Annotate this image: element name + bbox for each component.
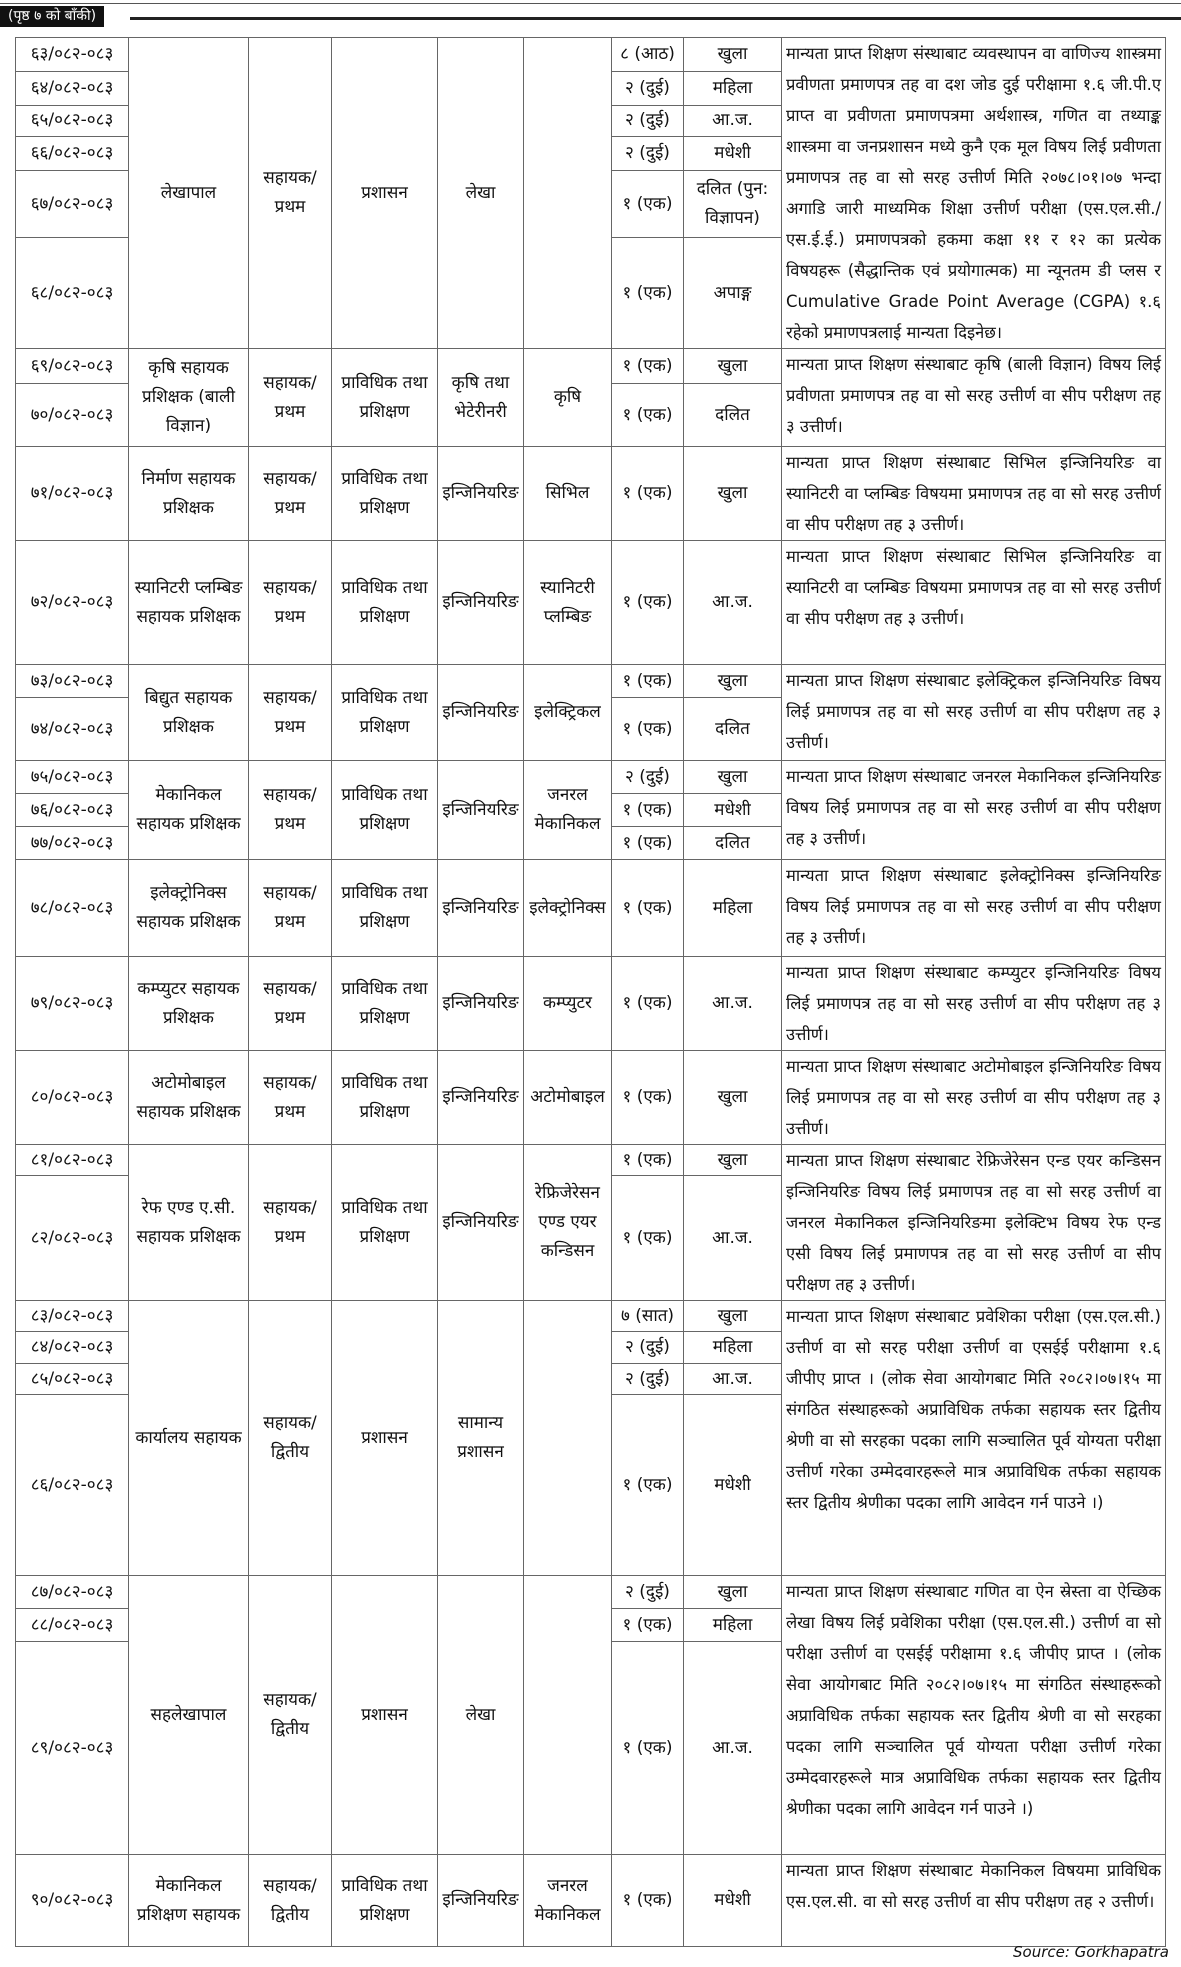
- service-name: प्राविधिक तथा प्रशिक्षण: [332, 957, 438, 1051]
- post-class: सहायक/ प्रथम: [249, 957, 332, 1051]
- advert-number: ७९/०८२-०८३: [16, 957, 129, 1051]
- inclusion-category: दलित: [684, 384, 782, 447]
- advert-number: ६८/०८२-०८३: [16, 238, 129, 349]
- group-name: इन्जिनियरिङ: [438, 1855, 524, 1947]
- vacancy-count: १ (एक): [612, 1609, 684, 1642]
- inclusion-category: मधेशी: [684, 1855, 782, 1947]
- inclusion-category: खुला: [684, 447, 782, 541]
- qualification: मान्यता प्राप्त शिक्षण संस्थाबाट मेकानिकल विषयमा प्राविधिक एस.एल.सी. वा सो सरह उत्तीर्ण वा सीप परीक्षण तह २ उत्तीर्ण।: [782, 1855, 1166, 1947]
- advert-number: ७७/०८२-०८३: [16, 827, 129, 860]
- inclusion-category: महिला: [684, 1332, 782, 1364]
- service-name: प्राविधिक तथा प्रशिक्षण: [332, 541, 438, 665]
- vacancy-count: १ (एक): [612, 447, 684, 541]
- advert-number: ७५/०८२-०८३: [16, 761, 129, 794]
- qualification: मान्यता प्राप्त शिक्षण संस्थाबाट गणित वा ऐन स्रेस्ता वा ऐच्छिक लेखा विषय लिई प्रवेशिका परीक्षा (एस.एल.सी.) उत्तीर्ण वा सो परीक्षा उत्तीर्ण वा एसईई परीक्षामा १.६ जीपीए प्राप्त । (लोक सेवा आयोगबाट मिति २०८२।०७।१५ मा संगठित संस्थाहरूको अप्राविधिक तर्फका सहायक स्तर द्वितीय श्रेणी वा सो सरहका पदका लागि सञ्चालित पूर्व योग्यता परीक्षा उत्तीर्ण गरेका उम्मेदवारहरूले मात्र अप्राविधिक तर्फका सहायक स्तर द्वितीय श्रेणीका पदका लागि आवेदन गर्न पाउने ।): [782, 1576, 1166, 1855]
- vacancy-count: १ (एक): [612, 860, 684, 957]
- advert-number: ६४/०८२-०८३: [16, 71, 129, 105]
- inclusion-category: आ.ज.: [684, 1176, 782, 1301]
- inclusion-category: मधेशी: [684, 794, 782, 827]
- inclusion-category: महिला: [684, 1609, 782, 1642]
- table-row: [16, 1145, 1166, 1176]
- post-name: लेखापाल: [129, 38, 249, 349]
- post-class: सहायक/ प्रथम: [249, 860, 332, 957]
- advert-number: ७३/०८२-०८३: [16, 665, 129, 698]
- group-name: इन्जिनियरिङ: [438, 447, 524, 541]
- inclusion-category: खुला: [684, 665, 782, 698]
- subgroup-name: अटोमोबाइल: [524, 1051, 612, 1145]
- advert-number: ८७/०८२-०८३: [16, 1576, 129, 1609]
- inclusion-category: खुला: [684, 349, 782, 384]
- inclusion-category: आ.ज.: [684, 105, 782, 137]
- post-class: सहायक/ प्रथम: [249, 38, 332, 349]
- vacancy-count: १ (एक): [612, 1176, 684, 1301]
- subgroup-name: [524, 1301, 612, 1576]
- advert-number: ८९/०८२-०८३: [16, 1642, 129, 1855]
- advert-number: ८०/०८२-०८३: [16, 1051, 129, 1145]
- table-row: [16, 1576, 1166, 1609]
- vacancy-count: १ (एक): [612, 1855, 684, 1947]
- vacancy-count: १ (एक): [612, 957, 684, 1051]
- subgroup-name: रेफ्रिजेरेसन एण्ड एयर कन्डिसन: [524, 1145, 612, 1301]
- post-name: निर्माण सहायक प्रशिक्षक: [129, 447, 249, 541]
- vacancy-count: १ (एक): [612, 665, 684, 698]
- vacancy-count: १ (एक): [612, 1395, 684, 1576]
- advert-number: ६६/०८२-०८३: [16, 137, 129, 171]
- inclusion-category: दलित: [684, 698, 782, 761]
- table-row: [16, 38, 1166, 72]
- qualification: मान्यता प्राप्त शिक्षण संस्थाबाट कम्प्युटर इन्जिनियरिङ विषय लिई प्रमाणपत्र तह वा सो सरह उत्तीर्ण वा सीप परीक्षण तह ३ उत्तीर्ण।: [782, 957, 1166, 1051]
- table-row: [16, 860, 1166, 957]
- qualification: मान्यता प्राप्त शिक्षण संस्थाबाट इलेक्ट्रिकल इन्जिनियरिङ विषय लिई प्रमाणपत्र तह वा सो सरह उत्तीर्ण वा सीप परीक्षण तह ३ उत्तीर्ण।: [782, 665, 1166, 761]
- service-name: प्राविधिक तथा प्रशिक्षण: [332, 665, 438, 761]
- vacancy-count: १ (एक): [612, 384, 684, 447]
- post-class: सहायक/ प्रथम: [249, 761, 332, 860]
- inclusion-category: दलित: [684, 827, 782, 860]
- table-row: [16, 541, 1166, 665]
- group-name: इन्जिनियरिङ: [438, 1145, 524, 1301]
- vacancy-count: १ (एक): [612, 170, 684, 238]
- table-row: [16, 1855, 1166, 1947]
- table-row: [16, 957, 1166, 1051]
- post-name: बिद्युत सहायक प्रशिक्षक: [129, 665, 249, 761]
- group-name: इन्जिनियरिङ: [438, 860, 524, 957]
- advert-number: ७४/०८२-०८३: [16, 698, 129, 761]
- vacancy-count: २ (दुई): [612, 761, 684, 794]
- subgroup-name: कृषि: [524, 349, 612, 447]
- vacancy-count: १ (एक): [612, 827, 684, 860]
- service-name: प्राविधिक तथा प्रशिक्षण: [332, 1145, 438, 1301]
- advert-number: ६७/०८२-०८३: [16, 170, 129, 238]
- vacancy-count: २ (दुई): [612, 1576, 684, 1609]
- qualification: मान्यता प्राप्त शिक्षण संस्थाबाट व्यवस्थापन वा वाणिज्य शास्त्रमा प्रवीणता प्रमाणपत्र तह वा दश जोड दुई परीक्षामा १.६ जी.पी.ए प्राप्त वा प्रवीणता प्रमाणपत्रमा अर्थशास्त्र, गणित वा तथ्याङ्क शास्त्रमा वा जनप्रशासन मध्ये कुनै एक मूल विषय लिई प्रवीणता प्रमाणपत्र तह वा सो सरह उत्तीर्ण मिति २०७८।०१।०७ भन्दा अगाडि जारी माध्यमिक शिक्षा उत्तीर्ण परीक्षा (एस.एल.सी./एस.ई.ई.) प्रमाणपत्रको हकमा कक्षा ११ र १२ का प्रत्येक विषयहरू (सैद्धान्तिक एवं प्रयोगात्मक) मा न्यूनतम डी प्लस र Cumulative Grade Point Average (CGPA) १.६ रहेको प्रमाणपत्रलाई मान्यता दिइनेछ।: [782, 38, 1166, 349]
- post-name: अटोमोबाइल सहायक प्रशिक्षक: [129, 1051, 249, 1145]
- qualification: मान्यता प्राप्त शिक्षण संस्थाबाट प्रवेशिका परीक्षा (एस.एल.सी.) उत्तीर्ण वा सो सरह परीक्षा उत्तीर्ण वा एसईई परीक्षामा १.६ जीपीए प्राप्त । (लोक सेवा आयोगबाट मिति २०८२।०७।१५ मा संगठित संस्थाहरूको अप्राविधिक तर्फका सहायक स्तर द्वितीय श्रेणी वा सो सरहका पदका लागि सञ्चालित पूर्व योग्यता परीक्षा उत्तीर्ण गरेका उम्मेदवारहरूले मात्र अप्राविधिक तर्फका सहायक स्तर द्वितीय श्रेणीका पदका लागि आवेदन गर्न पाउने ।): [782, 1301, 1166, 1576]
- post-name: स्यानिटरी प्लम्बिङ सहायक प्रशिक्षक: [129, 541, 249, 665]
- post-name: कार्यालय सहायक: [129, 1301, 249, 1576]
- group-name: कृषि तथा भेटेरीनरी: [438, 349, 524, 447]
- group-name: लेखा: [438, 38, 524, 349]
- inclusion-category: महिला: [684, 860, 782, 957]
- advert-number: ६३/०८२-०८३: [16, 38, 129, 72]
- advert-number: ८१/०८२-०८३: [16, 1145, 129, 1176]
- subgroup-name: स्यानिटरी प्लम्बिङ: [524, 541, 612, 665]
- advert-number: ८६/०८२-०८३: [16, 1395, 129, 1576]
- service-name: प्राविधिक तथा प्रशिक्षण: [332, 860, 438, 957]
- post-name: इलेक्ट्रोनिक्स सहायक प्रशिक्षक: [129, 860, 249, 957]
- inclusion-category: खुला: [684, 38, 782, 72]
- qualification: मान्यता प्राप्त शिक्षण संस्थाबाट जनरल मेकानिकल इन्जिनियरिङ विषय लिई प्रमाणपत्र तह वा सो सरह उत्तीर्ण वा सीप परीक्षण तह ३ उत्तीर्ण।: [782, 761, 1166, 860]
- post-name: कृषि सहायक प्रशिक्षक (बाली विज्ञान): [129, 349, 249, 447]
- qualification: मान्यता प्राप्त शिक्षण संस्थाबाट इलेक्ट्रोनिक्स इन्जिनियरिङ विषय लिई प्रमाणपत्र तह वा सो सरह उत्तीर्ण वा सीप परीक्षण तह ३ उत्तीर्ण।: [782, 860, 1166, 957]
- inclusion-category: मधेशी: [684, 1395, 782, 1576]
- inclusion-category: खुला: [684, 1145, 782, 1176]
- qualification: मान्यता प्राप्त शिक्षण संस्थाबाट अटोमोबाइल इन्जिनियरिङ विषय लिई प्रमाणपत्र तह वा सो सरह उत्तीर्ण वा सीप परीक्षण तह ३ उत्तीर्ण।: [782, 1051, 1166, 1145]
- vacancy-count: ८ (आठ): [612, 38, 684, 72]
- service-name: प्रशासन: [332, 1576, 438, 1855]
- header-rule: [130, 17, 1181, 20]
- inclusion-category: खुला: [684, 1576, 782, 1609]
- table-row: [16, 1051, 1166, 1145]
- group-name: इन्जिनियरिङ: [438, 957, 524, 1051]
- vacancy-count: १ (एक): [612, 1145, 684, 1176]
- subgroup-name: [524, 38, 612, 349]
- advert-number: ८३/०८२-०८३: [16, 1301, 129, 1332]
- advert-number: ९०/०८२-०८३: [16, 1855, 129, 1947]
- vacancy-count: २ (दुई): [612, 71, 684, 105]
- inclusion-category: मधेशी: [684, 137, 782, 171]
- advert-number: ६५/०८२-०८३: [16, 105, 129, 137]
- qualification: मान्यता प्राप्त शिक्षण संस्थाबाट सिभिल इन्जिनियरिङ वा स्यानिटरी वा प्लम्बिङ विषयमा प्रमाणपत्र तह वा सो सरह उत्तीर्ण वा सीप परीक्षण तह ३ उत्तीर्ण।: [782, 541, 1166, 665]
- post-class: सहायक/ प्रथम: [249, 665, 332, 761]
- vacancy-count: १ (एक): [612, 698, 684, 761]
- inclusion-category: खुला: [684, 761, 782, 794]
- table-row: [16, 761, 1166, 794]
- inclusion-category: दलित (पुन: विज्ञापन): [684, 170, 782, 238]
- service-name: प्राविधिक तथा प्रशिक्षण: [332, 1855, 438, 1947]
- subgroup-name: जनरल मेकानिकल: [524, 1855, 612, 1947]
- advert-number: ८२/०८२-०८३: [16, 1176, 129, 1301]
- post-class: सहायक/ प्रथम: [249, 1145, 332, 1301]
- group-name: इन्जिनियरिङ: [438, 665, 524, 761]
- advert-number: ७८/०८२-०८३: [16, 860, 129, 957]
- inclusion-category: आ.ज.: [684, 1364, 782, 1395]
- service-name: प्रशासन: [332, 1301, 438, 1576]
- advert-number: ७६/०८२-०८३: [16, 794, 129, 827]
- service-name: प्राविधिक तथा प्रशिक्षण: [332, 761, 438, 860]
- post-name: मेकानिकल प्रशिक्षण सहायक: [129, 1855, 249, 1947]
- service-name: प्राविधिक तथा प्रशिक्षण: [332, 1051, 438, 1145]
- qualification: मान्यता प्राप्त शिक्षण संस्थाबाट रेफ्रिजेरेसन एन्ड एयर कन्डिसन इन्जिनियरिङ विषय लिई प्रमाणपत्र तह वा सो सरह उत्तीर्ण वा जनरल मेकानिकल इन्जिनियरिङमा इलेक्टिभ विषय रेफ एन्ड एसी विषय लिई प्रमाणपत्र तह वा सो सरह उत्तीर्ण वा सीप परीक्षण तह ३ उत्तीर्ण।: [782, 1145, 1166, 1301]
- subgroup-name: सिभिल: [524, 447, 612, 541]
- advert-number: ८५/०८२-०८३: [16, 1364, 129, 1395]
- subgroup-name: जनरल मेकानिकल: [524, 761, 612, 860]
- source-credit: Source: Gorkhapatra: [1013, 1943, 1169, 1961]
- inclusion-category: आ.ज.: [684, 541, 782, 665]
- subgroup-name: इलेक्ट्रोनिक्स: [524, 860, 612, 957]
- service-name: प्राविधिक तथा प्रशिक्षण: [332, 447, 438, 541]
- group-name: इन्जिनियरिङ: [438, 1051, 524, 1145]
- vacancy-count: २ (दुई): [612, 1364, 684, 1395]
- vacancy-count: २ (दुई): [612, 1332, 684, 1364]
- advert-number: ७०/०८२-०८३: [16, 384, 129, 447]
- post-class: सहायक/ प्रथम: [249, 541, 332, 665]
- service-name: प्रशासन: [332, 38, 438, 349]
- advert-number: ७१/०८२-०८३: [16, 447, 129, 541]
- group-name: लेखा: [438, 1576, 524, 1855]
- advert-number: ६९/०८२-०८३: [16, 349, 129, 384]
- vacancy-count: १ (एक): [612, 541, 684, 665]
- vacancy-count: २ (दुई): [612, 105, 684, 137]
- continued-label: (पृष्ठ ७ को बाँकी): [0, 6, 104, 27]
- vacancy-count: २ (दुई): [612, 137, 684, 171]
- vacancy-count: १ (एक): [612, 238, 684, 349]
- service-name: प्राविधिक तथा प्रशिक्षण: [332, 349, 438, 447]
- post-class: सहायक/ प्रथम: [249, 1051, 332, 1145]
- inclusion-category: आ.ज.: [684, 957, 782, 1051]
- group-name: इन्जिनियरिङ: [438, 541, 524, 665]
- inclusion-category: खुला: [684, 1051, 782, 1145]
- vacancy-table: [15, 37, 1166, 1947]
- advert-number: ८४/०८२-०८३: [16, 1332, 129, 1364]
- post-name: सहलेखापाल: [129, 1576, 249, 1855]
- post-name: मेकानिकल सहायक प्रशिक्षक: [129, 761, 249, 860]
- table-row: [16, 1301, 1166, 1332]
- vacancy-count: १ (एक): [612, 349, 684, 384]
- table-row: [16, 665, 1166, 698]
- advert-number: ८८/०८२-०८३: [16, 1609, 129, 1642]
- group-name: सामान्य प्रशासन: [438, 1301, 524, 1576]
- subgroup-name: कम्प्युटर: [524, 957, 612, 1051]
- inclusion-category: अपाङ्ग: [684, 238, 782, 349]
- top-rule: [0, 3, 1181, 4]
- post-name: कम्प्युटर सहायक प्रशिक्षक: [129, 957, 249, 1051]
- qualification: मान्यता प्राप्त शिक्षण संस्थाबाट कृषि (बाली विज्ञान) विषय लिई प्रवीणता प्रमाणपत्र तह वा सो सरह उत्तीर्ण वा सीप परीक्षण तह ३ उत्तीर्ण।: [782, 349, 1166, 447]
- table-row: [16, 349, 1166, 384]
- subgroup-name: [524, 1576, 612, 1855]
- inclusion-category: महिला: [684, 71, 782, 105]
- subgroup-name: इलेक्ट्रिकल: [524, 665, 612, 761]
- group-name: इन्जिनियरिङ: [438, 761, 524, 860]
- post-class: सहायक/ प्रथम: [249, 349, 332, 447]
- advert-number: ७२/०८२-०८३: [16, 541, 129, 665]
- post-name: रेफ एण्ड ए.सी. सहायक प्रशिक्षक: [129, 1145, 249, 1301]
- inclusion-category: खुला: [684, 1301, 782, 1332]
- post-class: सहायक/ प्रथम: [249, 447, 332, 541]
- vacancy-count: १ (एक): [612, 1642, 684, 1855]
- table-row: [16, 447, 1166, 541]
- vacancy-count: १ (एक): [612, 1051, 684, 1145]
- inclusion-category: आ.ज.: [684, 1642, 782, 1855]
- vacancy-count: ७ (सात): [612, 1301, 684, 1332]
- vacancy-count: १ (एक): [612, 794, 684, 827]
- qualification: मान्यता प्राप्त शिक्षण संस्थाबाट सिभिल इन्जिनियरिङ वा स्यानिटरी वा प्लम्बिङ विषयमा प्रमाणपत्र तह वा सो सरह उत्तीर्ण वा सीप परीक्षण तह ३ उत्तीर्ण।: [782, 447, 1166, 541]
- post-class: सहायक/ द्वितीय: [249, 1301, 332, 1576]
- post-class: सहायक/ द्वितीय: [249, 1576, 332, 1855]
- post-class: सहायक/ द्वितीय: [249, 1855, 332, 1947]
